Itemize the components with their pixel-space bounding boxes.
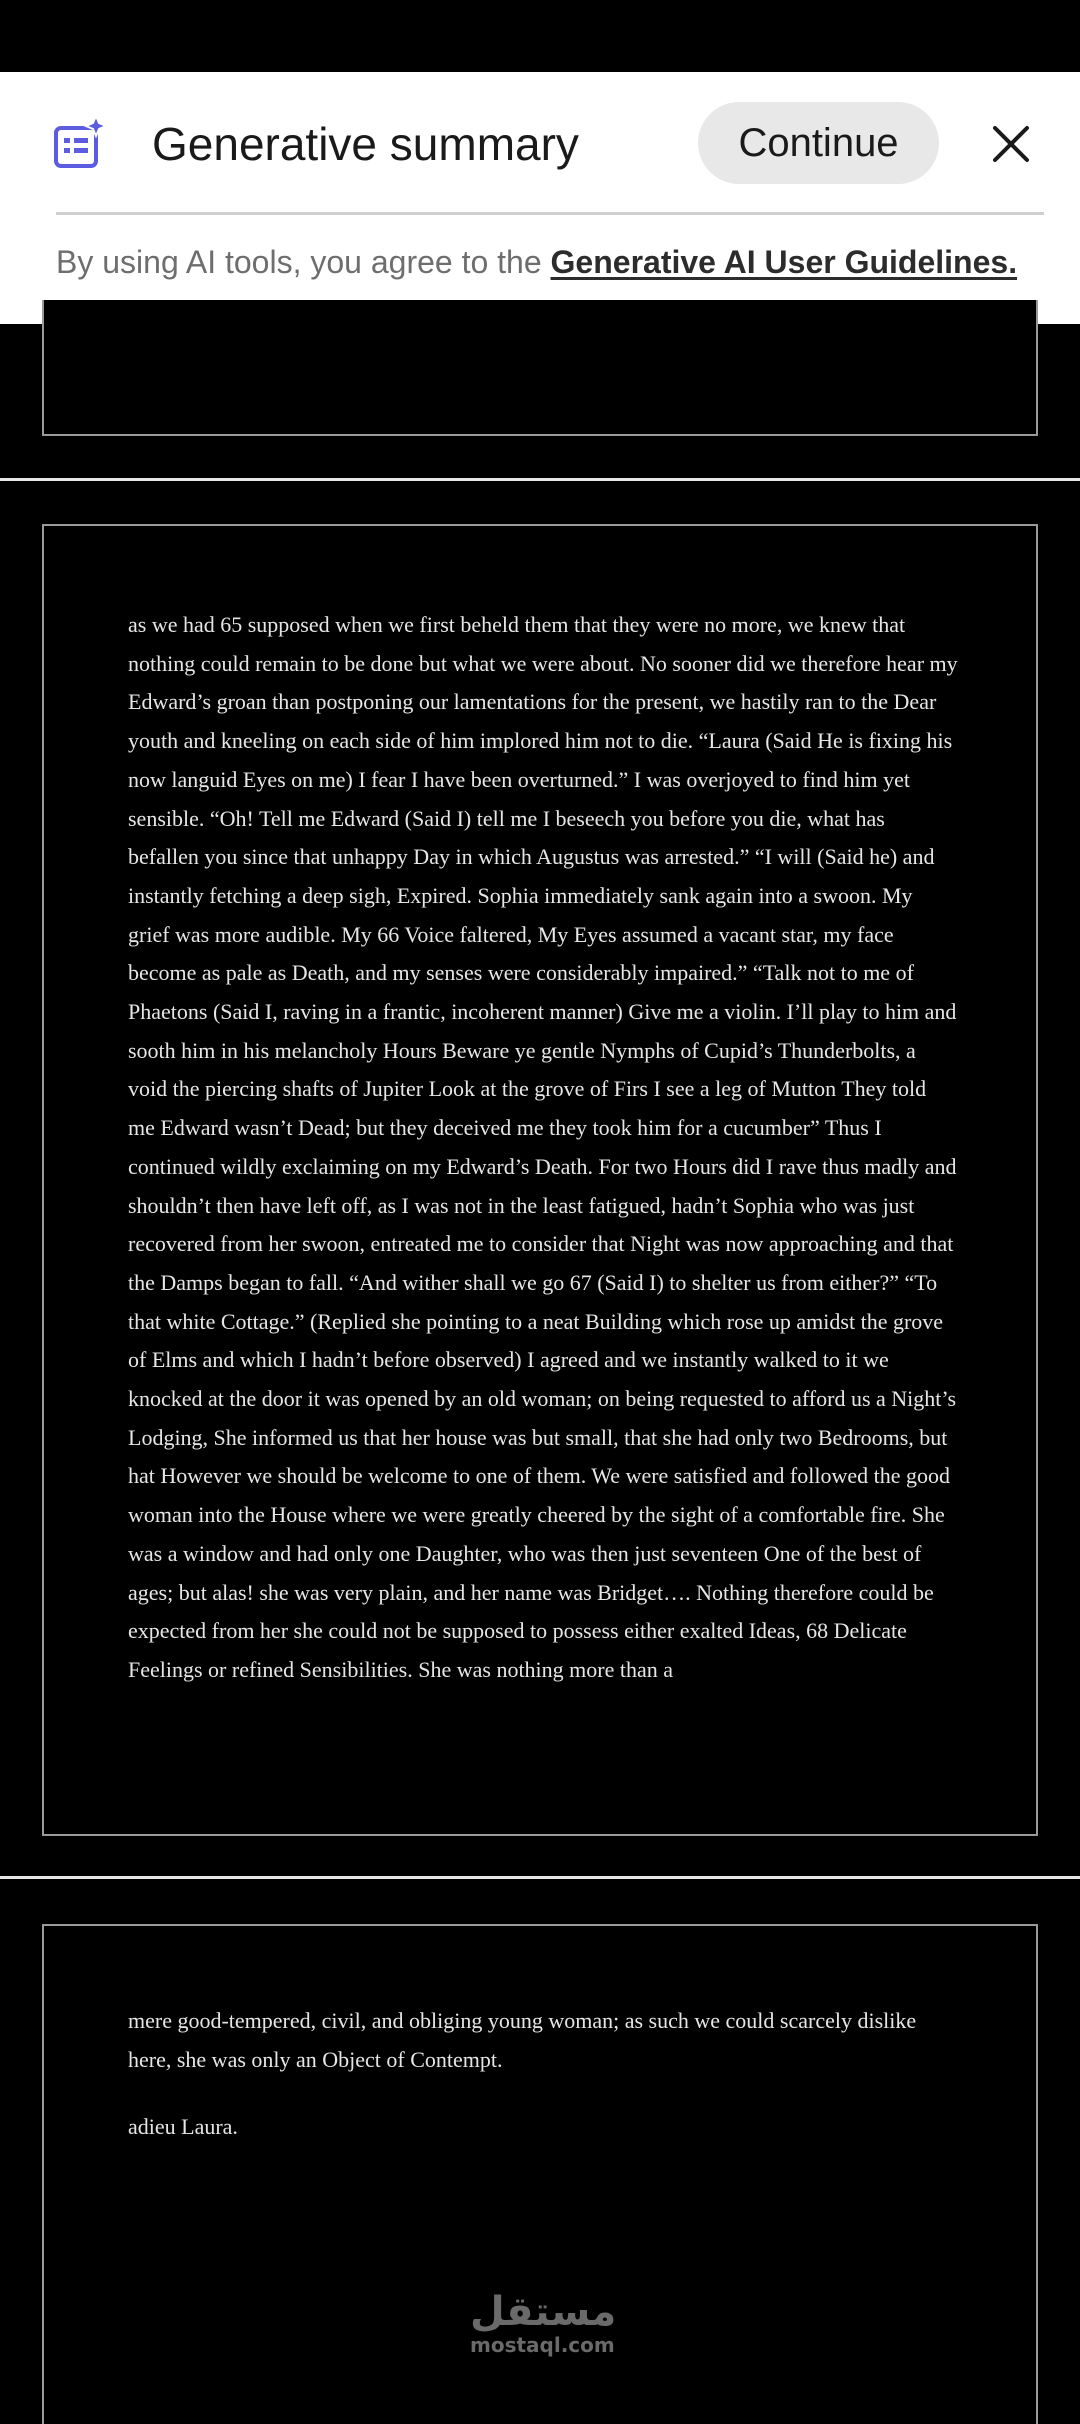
page-separator: [0, 478, 1080, 481]
ai-summary-icon: [52, 114, 108, 170]
page-text: mere good-tempered, civil, and obliging young woman; as such we could scarcely dislike here, she was only an Object of Contempt.: [128, 2008, 917, 2072]
guidelines-notice: [56, 242, 1017, 282]
watermark-logo: [470, 2289, 617, 2360]
close-button[interactable]: [985, 118, 1037, 170]
page-text: as we had 65 supposed when we first beheld them that they were no more, we knew that nothing could remain to be done but what we were about. No sooner did we therefore hear my Edward’s groan than postponing our lamentations for the present, we hastily ran to the Dear youth and kneeling on each side of him implored him not to die. “Laura (Said He is fixing his now languid Eyes on me) I fear I have been overturned.” I was overjoyed to find him yet sensible. “Oh! Tell me Edward (Said I) tell me I beseech you before you die, what has befallen you since that unhappy Day in which Augustus was arrested.” “I will (Said he) and instantly fetching a deep sigh, Expired. Sophia immediately sank again into a swoon. My grief was more audible. My 66 Voice faltered, My Eyes assumed a vacant star, my face become as pale as Death, and my senses were considerably impaired.” “Talk not to me of Phaetons (Said I, raving in a frantic, incoherent manner) Give me a violin. I’ll play to him and sooth him in his melancholy Hours Beware ye gentle Nymphs of Cupid’s Thunderbolts, a void the piercing shafts of Jupiter Look at the grove of Firs I see a leg of Mutton They told me Edward wasn’t Dead; but they deceived me they took him for a cucumber” Thus I continued wildly exclaiming on my Edward’s Death. For two Hours did I rave thus madly and shouldn’t then have left off, as I was not in the least fatigued, hadn’t Sophia who was just recovered from her swoon, entreated me to consider that Night was now approaching and that the Damps began to fall. “And wither shall we go 67 (Said I) to shelter us from either?” “To that white Cottage.” (Replied she pointing to a neat Building which rose up amidst the grove of Elms and which I hadn’t before observed) I agreed and we instantly walked to it we knocked at the door it was opened by an old woman; on being requested to afford us a Night’s Lodging, She informed us that her house was but small, that she had only two Bedrooms, but hat However we should be welcome to one of them. We were satisfied and followed the good woman into the House where we were greatly cheered by the sight of a comfortable fire. She was a window and had only one Daughter, who was then just seventeen One of the best of ages; but alas! she was very plain, and her name was Bridget…. Nothing therefore could be expected from her she could not be supposed to possess either exalted Ideas, 68 Delicate Feelings or refined Sensibilities. She was nothing more than a: [128, 612, 958, 1682]
watermark-latin: mostaql.com: [470, 2333, 615, 2357]
sheet-header: [0, 72, 1080, 214]
guidelines-prefix: By using AI tools, you agree to the: [56, 244, 551, 280]
document-page-previous: [42, 300, 1038, 436]
guidelines-link[interactable]: Generative AI User Guidelines.: [550, 244, 1018, 280]
sheet-title: Generative summary: [152, 118, 579, 170]
status-bar: [0, 0, 1080, 72]
sheet-divider: [56, 212, 1044, 215]
close-icon: [991, 124, 1031, 164]
page-text: adieu Laura.: [128, 2114, 238, 2139]
page-separator: [0, 1876, 1080, 1879]
generative-summary-sheet: [0, 72, 1080, 324]
document-page: [42, 524, 1038, 1836]
watermark-arabic: مستقل: [470, 2289, 617, 2335]
continue-button[interactable]: Continue: [698, 102, 939, 184]
